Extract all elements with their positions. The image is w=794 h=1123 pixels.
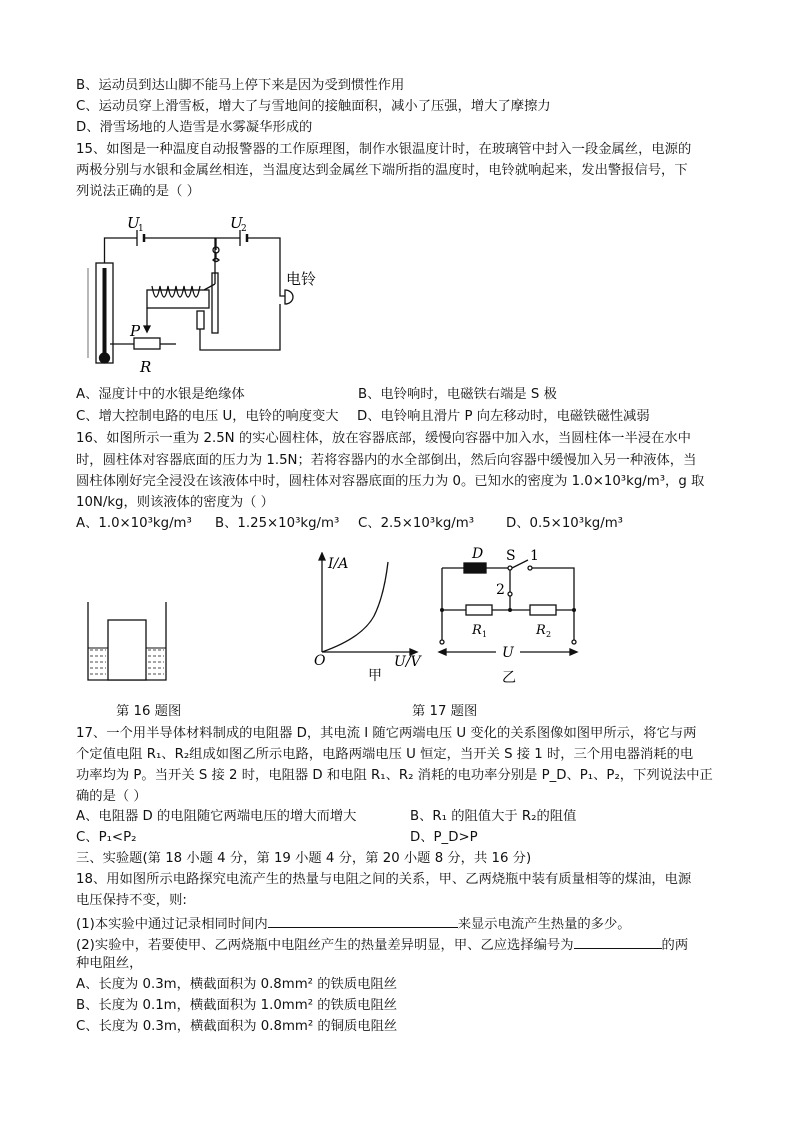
circuit-name: 乙 (502, 670, 516, 686)
spring (213, 259, 219, 262)
resistor-r2 (530, 605, 556, 615)
q18-part-2 (76, 934, 688, 955)
q17-circuit-figure (436, 544, 586, 687)
q17-stem-3: 功率均为 P。当开关 S 接 2 时，电阻器 D 和电阻 R₁、R₂ 消耗的电功率分别是 P_D、P₁、P₂，下列说法中正 (76, 768, 713, 783)
q17-stem-2: 个定值电阻 R₁、R₂组成如图乙所示电路，电路两端电压 U 恒定，当开关 S 接 1 时，三个用电器消耗的电 (76, 747, 694, 762)
q18-option-b: B、长度为 0.1m，横截面积为 1.0mm² 的铁质电阻丝 (76, 998, 398, 1013)
q17-figure-caption: 第 17 题图 (412, 704, 478, 719)
q16-stem-1: 16、如图所示一重为 2.5N 的实心圆柱体，放在容器底部，缓慢向容器中加入水，当圆柱体一半浸在水中 (76, 431, 691, 446)
q18-option-c: C、长度为 0.3m，横截面积为 0.8mm² 的铜质电阻丝 (76, 1019, 398, 1034)
line-c-skis: C、运动员穿上滑雪板，增大了与雪地间的接触面积，减小了压强，增大了摩擦力 (76, 99, 551, 114)
q16-stem-4: 10N/kg，则该液体的密度为（ ） (76, 495, 274, 510)
q16-option-a: A、1.0×10³kg/m³ (76, 516, 192, 531)
q18-option-a: A、长度为 0.3m，横截面积为 0.8mm² 的铁质电阻丝 (76, 977, 398, 992)
q17-option-c: C、P₁<P₂ (76, 830, 137, 845)
q18-part-1 (76, 913, 631, 934)
label-r2-sub: 2 (546, 630, 552, 639)
q18-stem-1: 18、用如图所示电路探究电流产生的热量与电阻之间的关系，甲、乙两烧瓶中装有质量相等的煤油，电源 (76, 872, 692, 887)
armature-contact (197, 311, 204, 329)
label-u1: U (127, 214, 140, 232)
coil-winding (152, 286, 200, 297)
q15-option-d: D、电铃响且滑片 P 向左移动时，电磁铁磁性减弱 (357, 409, 650, 424)
x-axis-label: U/V (394, 654, 421, 670)
cylinder (108, 620, 146, 680)
q16-figure-caption: 第 16 题图 (116, 704, 182, 719)
q17-option-a: A、电阻器 D 的电阻随它两端电压的增大而增大 (76, 809, 357, 824)
label-r2: R (536, 623, 546, 638)
q18-blank-2[interactable] (574, 934, 662, 949)
section-3-heading: 三、实验题(第 18 小题 4 分，第 19 小题 4 分，第 20 小题 8 分，共 16 分) (76, 851, 532, 866)
label-p: P (130, 322, 141, 340)
q18-part-1-suffix: 来显示电流产生热量的多少。 (457, 917, 631, 932)
label-contact-1: 1 (530, 548, 539, 564)
q15-option-c: C、增大控制电路的电压 U，电铃的响度变大 (76, 409, 339, 424)
label-d: D (472, 546, 484, 562)
bell-symbol (285, 290, 293, 304)
graph-name: 甲 (368, 668, 382, 684)
q15-option-a: A、湿度计中的水银是绝缘体 (76, 387, 245, 402)
q15-stem-3: 列说法正确的是（ ） (76, 184, 200, 199)
line-d-snow: D、滑雪场地的人造雪是水雾凝华形成的 (76, 120, 313, 135)
q17-option-b: B、R₁ 的阻值大于 R₂的阻值 (410, 809, 577, 824)
q17-option-d: D、P_D>P (410, 830, 478, 845)
label-u: U (502, 645, 514, 661)
q18-blank-1[interactable] (268, 913, 458, 928)
q18-stem-2: 电压保持不变，则: (76, 893, 187, 908)
label-u2: U (230, 214, 243, 232)
q16-option-b: B、1.25×10³kg/m³ (215, 516, 340, 531)
q17-stem-4: 确的是（ ） (76, 789, 147, 804)
q16-stem-3: 圆柱体刚好完全浸没在该液体中时，圆柱体对容器底面的压力为 0。已知水的密度为 1.0×10³kg/m³，g 取 (76, 474, 705, 489)
label-bell: 电铃 (286, 270, 317, 288)
q15-option-b: B、电铃响时，电磁铁右端是 S 极 (358, 387, 557, 402)
label-contact-2: 2 (496, 582, 505, 598)
q17-iu-graph (310, 552, 425, 687)
q16-option-c: C、2.5×10³kg/m³ (358, 516, 475, 531)
q18-part-2-cont: 种电阻丝， (76, 956, 143, 971)
label-u2-sub: 2 (241, 224, 247, 234)
q16-option-d: D、0.5×10³kg/m³ (506, 516, 623, 531)
q15-stem-1: 15、如图是一种温度自动报警器的工作原理图，制作水银温度计时，在玻璃管中封入一段金属丝，电源的 (76, 142, 692, 157)
component-d (464, 563, 486, 573)
origin-label: O (314, 653, 326, 669)
label-r: R (140, 358, 152, 376)
q16-container-figure (84, 600, 170, 686)
q15-alarm-circuit-figure (80, 208, 330, 380)
q17-stem-1: 17、一个用半导体材料制成的电阻器 D，其电流 I 随它两端电压 U 变化的关系图像如图甲所示，将它与两 (76, 726, 697, 741)
q15-stem-2: 两极分别与水银和金属丝相连，当温度达到金属丝下端所指的温度时，电铃就响起来，发出警报信号，下 (76, 163, 688, 178)
resistor-r1 (466, 605, 492, 615)
label-u1-sub: 1 (138, 224, 144, 234)
y-axis-label: I/A (328, 556, 349, 572)
label-s: S (506, 548, 516, 564)
q18-part-1-prefix: (1)本实验中通过记录相同时间内 (76, 917, 268, 932)
iu-curve (322, 562, 388, 652)
label-r1-sub: 1 (482, 630, 488, 639)
q16-stem-2: 时，圆柱体对容器底面的压力为 1.5N；若将容器内的水全部倒出，然后向容器中缓慢加入另一种液体，当 (76, 453, 697, 468)
q18-part-2-prefix: (2)实验中，若要使甲、乙两烧瓶中电阻丝产生的热量差异明显，甲、乙应选择编号为 (76, 938, 574, 953)
q18-part-2-suffix: 的两 (661, 938, 689, 953)
label-r1: R (472, 623, 482, 638)
line-b-inertia: B、运动员到达山脚不能马上停下来是因为受到惯性作用 (76, 78, 405, 93)
